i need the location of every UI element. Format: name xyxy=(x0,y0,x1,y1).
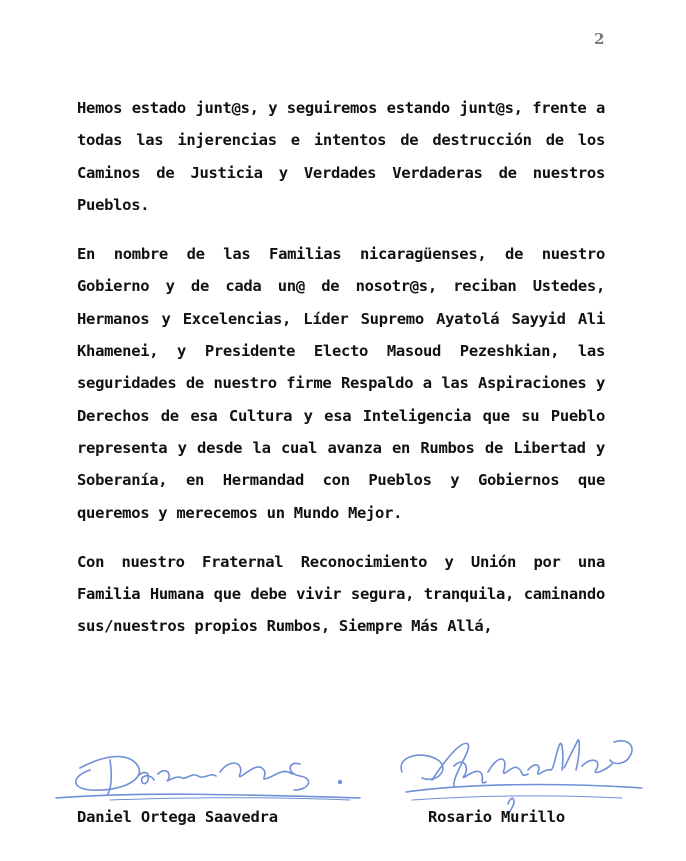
paragraph-3: Con nuestro Fraternal Reconocimiento y Unión por una Familia Humana que debe vivir segura, tranquila, caminando sus/nuestros propios Rumbos, Siempre Más Allá, xyxy=(77,552,605,636)
paragraph-2: En nombre de las Familias nicaragüenses, de nuestro Gobierno y de cada un@ de nosotr@s, reciban Ustedes, Hermanos y Excelencias, Líder Supremo Ayatolá Sayyid Ali Khamenei, y Presidente Electo Masoud Pezeshkian, las seguridades de nuestro firme Respaldo a las Aspiraciones y Derechos de esa Cultura y esa Inteligencia que su Pueblo representa y desde la cual avanza en Rumbos de Libertad y Soberanía, en Hermandad con Pueblos y Gobiernos que queremos y merecemos un Mundo Mejor. xyxy=(77,245,605,522)
signer-name-right: Rosario Murillo xyxy=(428,808,565,826)
signature-rosario-murillo xyxy=(392,726,652,816)
signature-daniel-ortega xyxy=(50,740,370,810)
paragraph-1: Hemos estado junt@s, y seguiremos estando junt@s, frente a todas las injerencias e intentos de destrucción de los Caminos de Justicia y Verdades Verdaderas de nuestros Pueblos. xyxy=(77,99,605,214)
letter-body xyxy=(77,92,605,660)
signer-name-left: Daniel Ortega Saavedra xyxy=(77,808,278,826)
page-number: 2 xyxy=(594,30,605,48)
